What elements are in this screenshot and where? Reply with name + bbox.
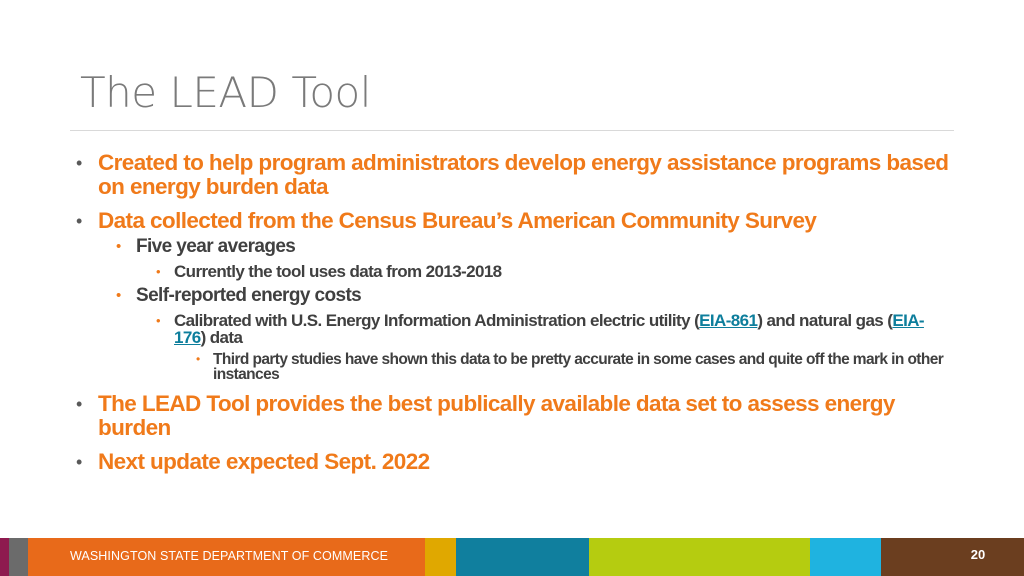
eia-176-link[interactable]: EIA-176: [174, 311, 924, 347]
slide-title: The LEAD Tool: [80, 68, 371, 117]
footer-band-gold: [425, 538, 456, 576]
slide-body: [72, 151, 952, 484]
bullet-text: Currently the tool uses data from 2013-2018: [174, 262, 502, 281]
eia-861-link[interactable]: EIA-861: [699, 311, 758, 330]
bullet-text: Next update expected Sept. 2022: [98, 449, 430, 474]
footer-band-magenta: [0, 538, 9, 576]
footer-band-lime: [589, 538, 810, 576]
footer-band-teal: [456, 538, 589, 576]
bullet-data-collected: [72, 209, 952, 233]
bullet-text: The LEAD Tool provides the best publically available data set to assess energy burden: [98, 391, 895, 440]
sub-bullet-five-year: [72, 237, 952, 257]
bullet-text: Self-reported energy costs: [136, 285, 362, 306]
bullet-text: Five year averages: [136, 236, 296, 257]
sub-bullet-self-reported: [72, 286, 952, 306]
bullet-dot-icon: •: [116, 238, 121, 255]
sub-bullet-calibrated: [72, 312, 952, 346]
bullet-dot-icon: •: [156, 313, 160, 328]
title-divider: [70, 130, 954, 131]
bullet-text: Created to help program administrators develop energy assistance programs based on energy burden data: [98, 150, 949, 199]
bullet-lead-tool-best: [72, 392, 952, 440]
bullet-dot-icon: •: [156, 264, 160, 279]
bullet-next-update: [72, 450, 952, 474]
sub-bullet-third-party: [72, 352, 952, 382]
sub-bullet-current-data: [72, 263, 952, 280]
page-number: 20: [970, 547, 986, 562]
footer-band-brown: [881, 538, 1024, 576]
footer-band-gray: [9, 538, 28, 576]
bullet-dot-icon: •: [76, 394, 82, 414]
bullet-created-to-help: [72, 151, 952, 199]
calibrated-text-c: ) data: [200, 328, 243, 347]
calibrated-text-b: ) and natural gas (: [757, 311, 893, 330]
bullet-dot-icon: •: [196, 352, 200, 366]
footer-organization: WASHINGTON STATE DEPARTMENT OF COMMERCE: [70, 549, 389, 563]
bullet-dot-icon: •: [76, 211, 82, 231]
footer-band-sky: [810, 538, 881, 576]
bullet-dot-icon: •: [76, 452, 82, 472]
bullet-dot-icon: •: [116, 287, 121, 304]
calibrated-text-a: Calibrated with U.S. Energy Information Administration electric utility (: [174, 311, 700, 330]
bullet-text: Data collected from the Census Bureau’s American Community Survey: [98, 208, 817, 233]
bullet-text: Third party studies have shown this data to be pretty accurate in some cases and quite off the mark in other instances: [213, 351, 944, 383]
bullet-dot-icon: •: [76, 153, 82, 173]
